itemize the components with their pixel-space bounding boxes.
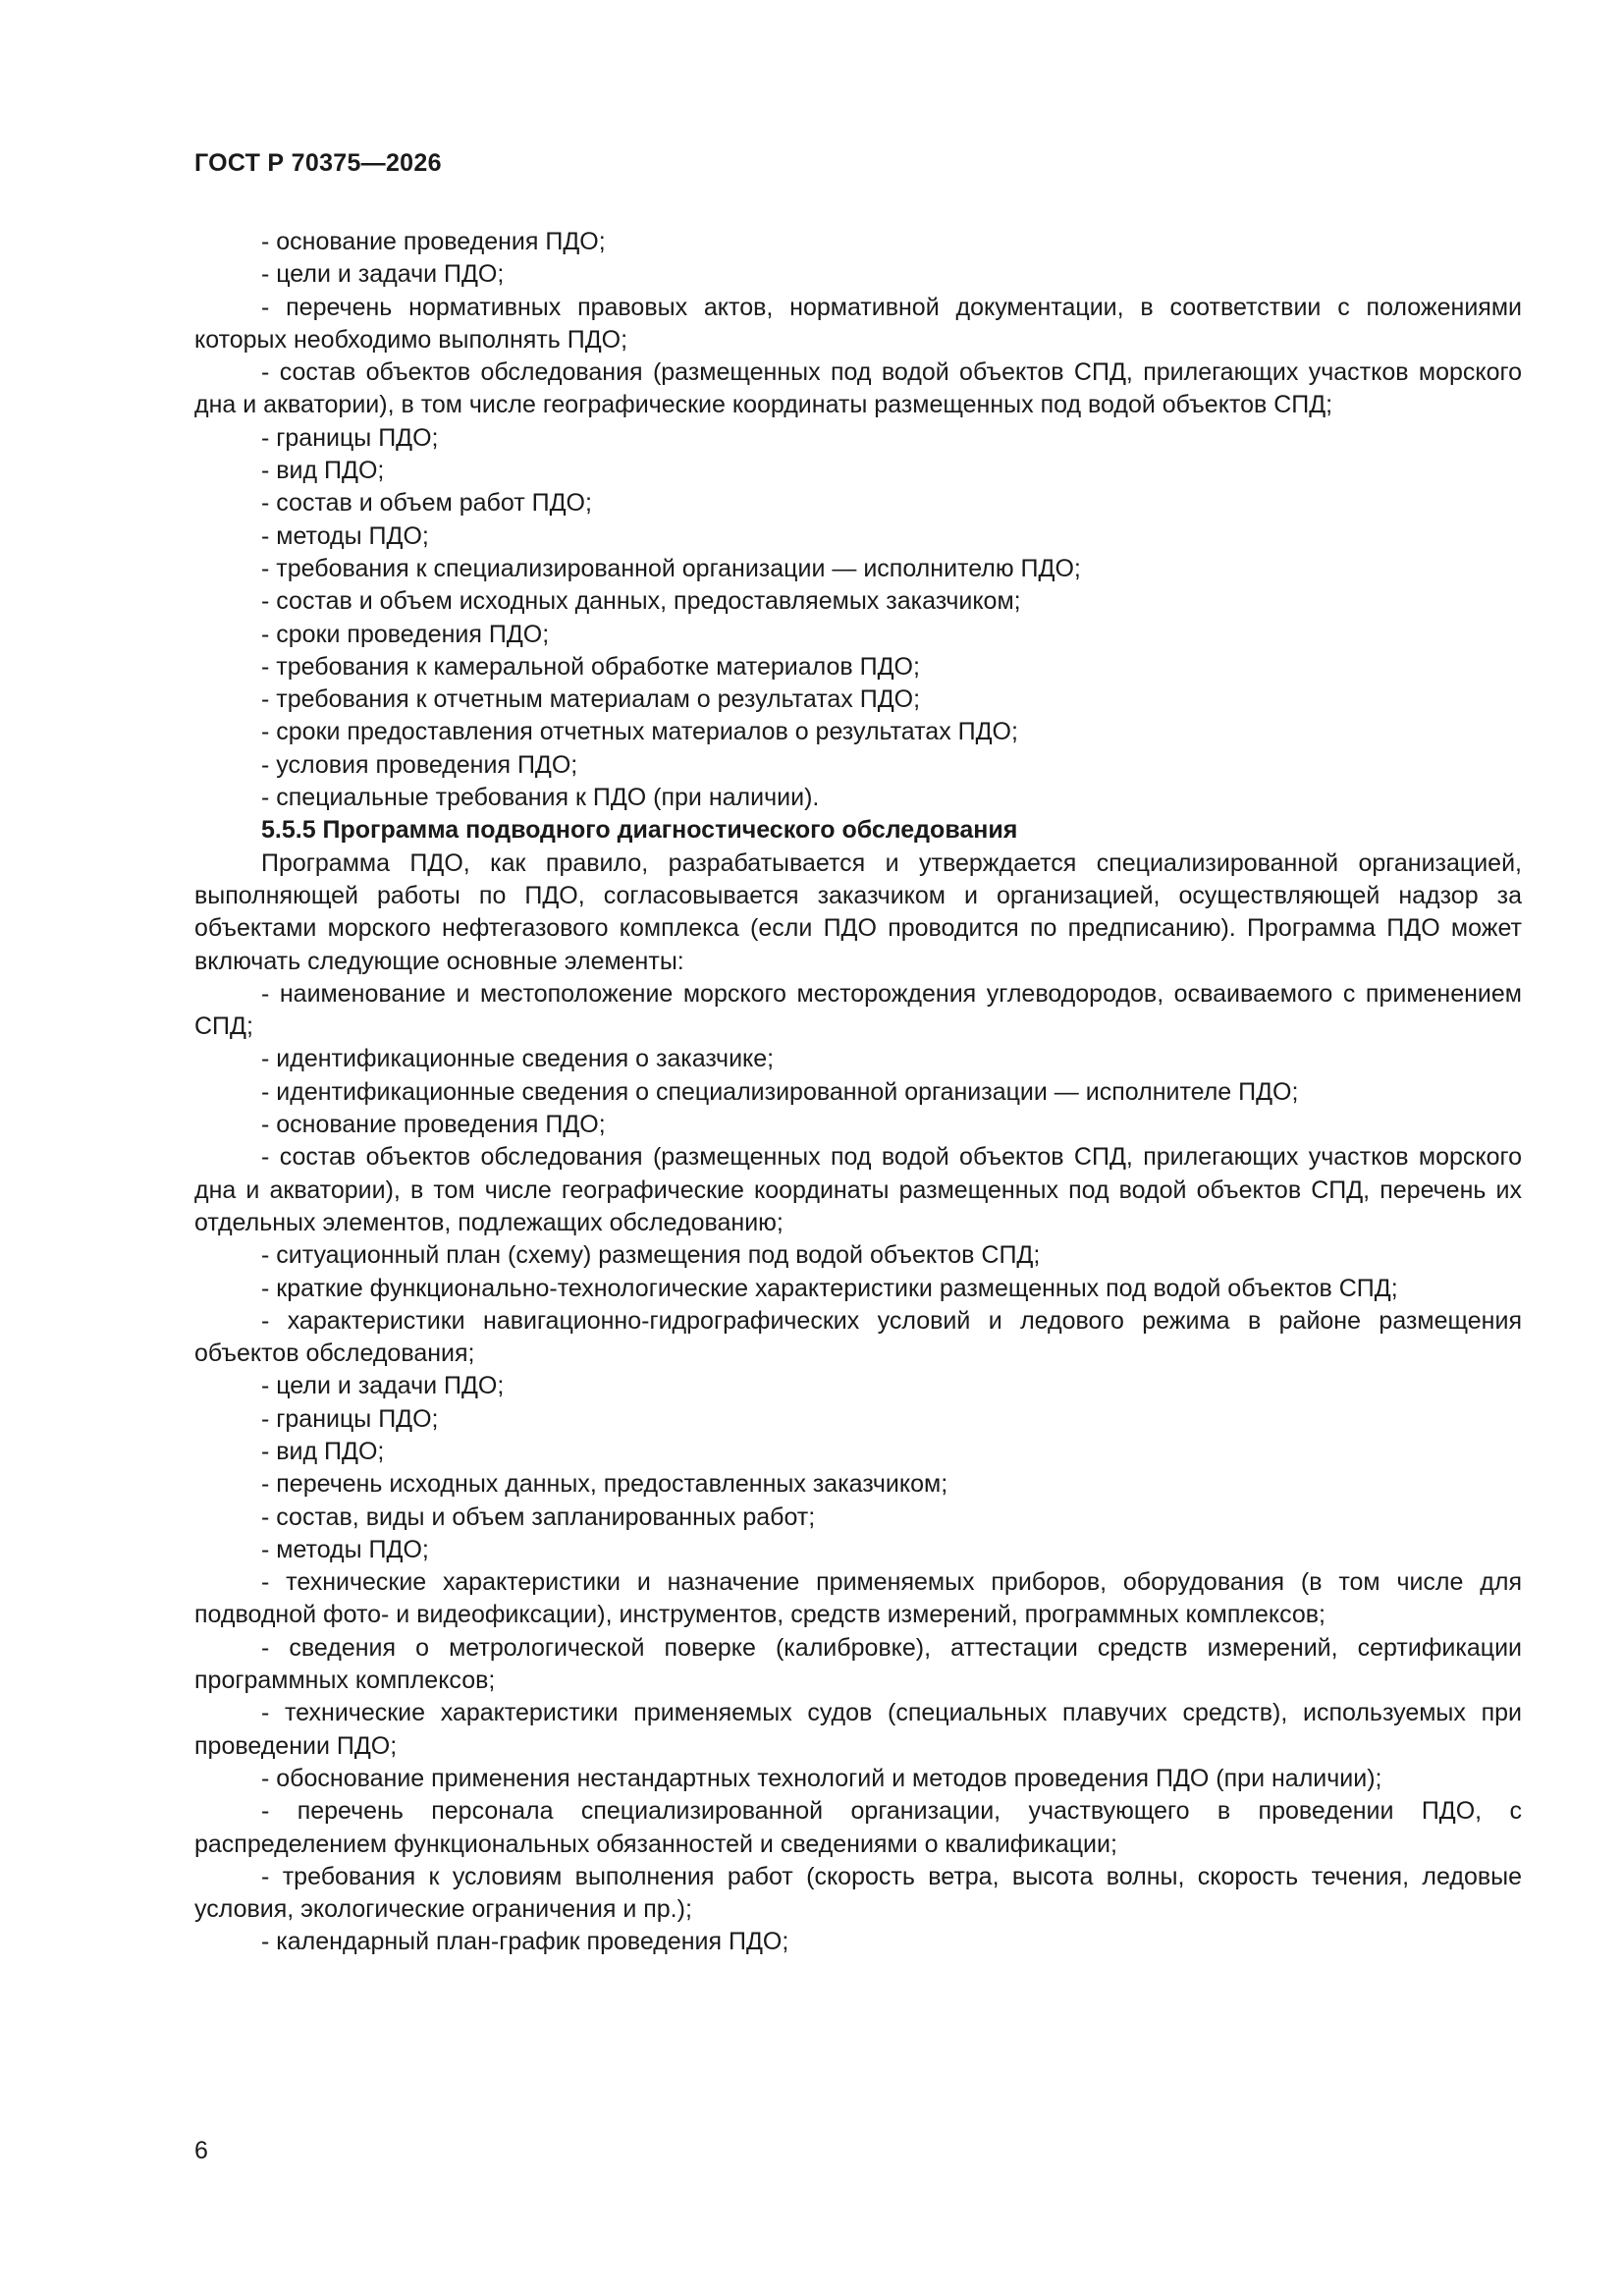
list-item: - сроки проведения ПДО; <box>261 620 550 648</box>
list-item: - перечень исходных данных, предоставленных заказчиком; <box>261 1470 948 1499</box>
page-number: 6 <box>194 2137 208 2164</box>
list-item: - требования к отчетным материалам о результатах ПДО; <box>261 685 921 714</box>
document-header: ГОСТ Р 70375—2026 <box>194 149 442 177</box>
list-item: - методы ПДО; <box>261 521 429 550</box>
list-item: - идентификационные сведения о заказчике; <box>261 1045 775 1073</box>
list-item: - сведения о метрологической поверке (калибровке), аттестации средств измерений, сертификации программных комплексов; <box>194 1633 1522 1695</box>
list-item: - перечень нормативных правовых актов, нормативной документации, в соответствии с положениями которых необходимо выполнять ПДО; <box>194 293 1522 354</box>
list-item: - требования к камеральной обработке материалов ПДО; <box>261 652 920 681</box>
list-item: - границы ПДО; <box>261 1404 439 1433</box>
list-item: - характеристики навигационно-гидрографических условий и ледового режима в районе размещения объектов обследования; <box>194 1306 1522 1368</box>
list-item: - основание проведения ПДО; <box>261 228 606 255</box>
list-item: - перечень персонала специализированной организации, участвующего в проведении ПДО, с распределением функциональных обязанностей и сведениями о квалификации; <box>194 1797 1522 1858</box>
paragraph: Программа ПДО, как правило, разрабатывается и утверждается специализированной организацией, выполняющей работы по ПДО, согласовывается заказчиком и организацией, осуществляющей надзор за объектами морского нефтегазового комплекса (если ПДО проводится по предписанию). Программа ПДО может включать следующие основные элементы: <box>194 848 1522 975</box>
list-item: - технические характеристики применяемых судов (специальных плавучих средств), используемых при проведении ПДО; <box>194 1699 1522 1760</box>
list-item: - границы ПДО; <box>261 423 439 452</box>
list-item: - основание проведения ПДО; <box>261 1111 606 1139</box>
list-item: - специальные требования к ПДО (при наличии). <box>261 784 820 812</box>
list-item: - сроки предоставления отчетных материалов о результатах ПДО; <box>261 718 1018 746</box>
list-item: - вид ПДО; <box>261 457 385 485</box>
list-item: - состав и объем работ ПДО; <box>261 489 592 518</box>
list-item: - состав и объем исходных данных, предоставляемых заказчиком; <box>261 587 1021 616</box>
list-item: - условия проведения ПДО; <box>261 750 578 779</box>
list-item: - ситуационный план (схему) размещения под водой объектов СПД; <box>261 1241 1041 1270</box>
list-item: - идентификационные сведения о специализированной организации — исполнителе ПДО; <box>261 1077 1299 1106</box>
document-body <box>194 226 1522 1959</box>
list-item: - цели и задачи ПДО; <box>261 260 505 289</box>
list-item: - требования к условиям выполнения работ (скорость ветра, высота волны, скорость течения, ледовые условия, экологические ограничения и пр.); <box>194 1862 1522 1924</box>
list-item: - состав, виды и объем запланированных работ; <box>261 1503 816 1531</box>
list-item: - методы ПДО; <box>261 1535 429 1563</box>
list-item: - наименование и местоположение морского месторождения углеводородов, осваиваемого с применением СПД; <box>194 979 1522 1041</box>
section-heading: 5.5.5 Программа подводного диагностического обследования <box>261 816 1018 845</box>
list-item: - календарный план-график проведения ПДО; <box>261 1928 789 1956</box>
list-item: - обоснование применения нестандартных технологий и методов проведения ПДО (при наличии); <box>261 1764 1382 1792</box>
list-item: - требования к специализированной организации — исполнителю ПДО; <box>261 554 1081 582</box>
list-item: - состав объектов обследования (размещенных под водой объектов СПД, прилегающих участков морского дна и акватории), в том числе географические координаты размещенных под водой объектов СПД, перечень их отдельных элементов, подлежащих обследованию; <box>194 1143 1522 1236</box>
list-item: - вид ПДО; <box>261 1437 385 1465</box>
list-item: - состав объектов обследования (размещенных под водой объектов СПД, прилегающих участков морского дна и акватории), в том числе географические координаты размещенных под водой объектов СПД; <box>194 358 1522 419</box>
list-item: - краткие функционально-технологические характеристики размещенных под водой объектов СПД; <box>261 1274 1398 1302</box>
list-item: - технические характеристики и назначение применяемых приборов, оборудования (в том числе для подводной фото- и видеофиксации), инструментов, средств измерений, программных комплексов; <box>194 1568 1522 1629</box>
list-item: - цели и задачи ПДО; <box>261 1372 505 1400</box>
